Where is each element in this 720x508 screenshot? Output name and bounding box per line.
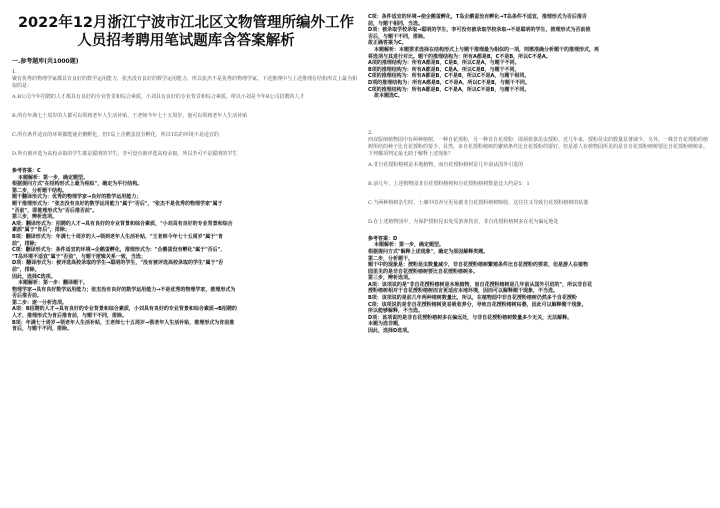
option-b: B.所有年满七十周岁的人都可以领到老年人生活补贴，王老师今年七十五周岁，他可以领到老年人生活补贴	[12, 113, 248, 119]
answer-line: 素质"属于"肯后"，排除；	[12, 227, 70, 234]
answer-line: B项：该项说的是前几年两种榕树数量比，所以，在植物园中非自花授粉榕树仍然多于自花授粉	[368, 295, 577, 302]
answer-explanation	[368, 236, 710, 335]
document-title: 2022年12月浙江宁波市江北区文物管理所编外工作人员招考聘用笔试题库含答案解析	[17, 15, 355, 49]
answer-line: "T岛环境不适宜"属于"否前"，与题干逻辑关系一致，当选；	[12, 253, 146, 260]
right-column	[368, 14, 710, 335]
answer-line: A项的推理结构为：所有A都是B，C是B，所以C是A，与题干不同。	[368, 60, 520, 67]
answer-line: 因此，选择C选项。	[12, 273, 56, 280]
answer-line: D项的推理结构为：所有A都是B，C不是A，所以C不是B，与题干不同。	[368, 79, 530, 86]
question-stem: 聚有优秀的物理学家都具有良好的数学运用能力，张杰没有良好的数学运用能力，所以张杰不是优秀的物理学家。下述推理中与上述推理在结构形式上最为相似的是：	[12, 76, 358, 89]
option-c: C.当两种榕树杂生时，土壤中的养分更易被非自花授粉榕树吸收，这往往又导致自花授粉榕树的枯萎	[368, 199, 589, 206]
section-heading: 一.参考题库(共1000题)	[12, 58, 79, 65]
answer-line: 题干推理形式为："张杰没有良好的数学运用能力"属于"否后"，"张杰不是优秀的物理学家"属于	[12, 200, 223, 207]
answer-line: 将选项与其进行对比。题干的推理结构为：所有A都是B，C不是B，所以C不是A。	[368, 53, 551, 60]
option-d: D.在上述植物园中，为保护授粉昆虫免受游客伤害，非自花授粉榕树多在更为偏远地处	[368, 218, 559, 225]
answer-line: 第三步，辨析选项。	[368, 275, 414, 282]
option-a: A.非自花授粉榕树是本地植物，而自花授粉榕树是几年前从国外引进的	[368, 161, 524, 168]
option-c: C.所有条件适宜的环境都能使企鹅孵化，但T岛上企鹅蛋没有孵化，所以T岛的环境不是适宜的	[12, 132, 219, 138]
question-number: 1.	[12, 69, 17, 75]
answer-line: A项：翻译形式为：招聘的人才→具有良好的专业背景和综合素质，"小刘具有良好的专业背景和综合	[12, 220, 233, 227]
answer-line: 参考答案：C	[12, 168, 41, 174]
answer-line: C项的推理结构为：所有A都是B，C不是B，所以C不是A，与题干相同。	[368, 73, 530, 80]
answer-line: D项：该项说的是非自花授粉榕树多在偏远处，与非自花授粉榕树数量多少无关，无法解释。	[368, 314, 573, 321]
answer-line: 故本题选C。	[374, 93, 403, 100]
answer-line: D项：翻译形式为：被评选高校录取的学生→聪明的学生，"没有被评选高校录取的学生"属于"否	[12, 260, 224, 267]
answer-line: C项：条件适宜的环境→使企鹅蛋孵化，T岛企鹅蛋没有孵化→T岛条件不适宜，推理形式为否后推否	[368, 14, 587, 20]
answer-line: C项：翻译形式为：条件适宜的环境→企鹅蛋孵化，推理形式为："企鹅蛋没有孵化"属于"否后"，	[12, 247, 226, 254]
answer-line: 本题解析：本题要求选择在结构形式上与题干推理最为相似的一项，则需准确分析题干的推理形式，再	[374, 46, 600, 53]
answer-line: 否后推否前。	[12, 293, 43, 300]
answer-line: 本题解析：第一步：翻译题干。	[18, 280, 89, 287]
answer-line: 参考答案：D	[368, 235, 398, 242]
answer-line: 前"，排除；	[12, 240, 40, 247]
answer-line: 题干翻译形式为：优秀的物理学家→良好的数学运用能力；	[12, 194, 142, 201]
answer-line: B项：翻译形式为：年满七十周岁的人→领到老年人生活补贴，"王老师今年七十五周岁"属于"肯	[12, 233, 223, 240]
answer-line: A项：B招聘的人才→具有良好的专业背景和综合素质，小刘具有良好的专业背景和综合素质→B招聘的	[12, 306, 237, 313]
answer-line: 本题解析：第一步，确定题型。	[18, 174, 89, 181]
answer-line: 第三步，辨析选项。	[12, 214, 58, 221]
answer-line: 园里见的是非自花授粉榕树要比自花授粉榕树多。	[368, 268, 479, 275]
option-b: B.前几年，上述植物园非自花授粉榕树和自花授粉榕树数量比大约是5：1	[368, 180, 530, 187]
answer-line: 第二步，分析题干结构。	[12, 187, 68, 194]
answer-line: 授粉榕树相对于自花授粉榕树而言更适应本地环境，因而可以解释题干现象，不当选。	[368, 288, 559, 295]
spacer	[368, 100, 710, 130]
answer-line: 所以能够解释，不当选。	[368, 308, 424, 315]
answer-line: 物理学家→具有良好数学运用能力；张杰没有良好的数学运用能力→不是优秀的物理学家，推理形式为	[12, 286, 236, 293]
answer-line: 第二步：逐一分析选项。	[12, 299, 68, 306]
answer-line: "否前"，即推理形式为"否后推否前"。	[12, 207, 98, 214]
answer-line: C项的推理结构为：所有A都是B，C不是A，所以C不是B，与题干不同。	[368, 86, 530, 93]
answer-line: 因此，选择D选项。	[368, 328, 413, 335]
answer-line: B项的推理结构为：所有A都是B，C是A，所以C是B，与题干不同。	[368, 66, 520, 73]
answer-line: A项：该项说的是"非自花授粉榕树是本地植物，而自花授粉榕树是几年前从国外引进的"，所以非自花	[368, 281, 593, 288]
answer-line: 否后，与题干不同，排除。	[368, 33, 429, 40]
left-column	[12, 14, 360, 333]
answer-line: 根据提问方式"在结构形式上最为相似"，确定为平行结构。	[12, 181, 143, 188]
answer-line: 故正确答案为C。	[368, 40, 407, 47]
answer-line: 前，与题干相同，当选。	[368, 20, 424, 27]
answer-line: 根据提问方式"解释上述现象"，确定为原因解释类题。	[368, 248, 489, 255]
option-a: A.B公司今年招聘的人才都具有良好的专业背景和综合素质，小刘具有良好的专业背景和综合素质，所以小刘是今年B公司招聘的人才	[12, 94, 305, 100]
answer-line: 本题解析：第一步，确定题型。	[374, 242, 445, 249]
question-number: 2.	[368, 129, 373, 136]
answer-line: 肯后，与题干不同，排除。	[12, 326, 73, 333]
question-stem: 西双版纳植物园中有两种榕树，一种自花授粉，另一种非自花授粉，即须依靠昆虫授粉。近几年来，授粉昆虫的数量显著减少。另外，一株非自花授粉的榕树所结的种子比自花授粉的要少。显然，多自花授粉榕树的繁殖条件比自花授粉的要好。但是游人在植物园所见的是非自花授粉榕树要比自花授粉榕树多。下列哪项判定最无助于解释上述现象？	[368, 136, 709, 157]
option-d: D.所有被评选为高校录取的学生都是聪明的学生，李可没有被评选高校录取，所以李可不是聪明的学生	[12, 151, 238, 157]
answer-line: C项：该项说的是非自花授粉榕树更易吸收养分，导致自花授粉榕树枯萎，因此可以解释题干现象，	[368, 301, 587, 308]
answer-line: 本题为选非题，	[368, 321, 404, 328]
answer-line: D项：被录取学校录取→聪明的学生，李可没有被录取学校录取→不是聪明的学生，推理形式为否前推	[368, 27, 591, 34]
answer-explanation	[12, 168, 360, 333]
answer-line: B项：年满七十周岁→领老年人生活补贴，王老师七十五周岁→领老年人生活补贴，推理形式为肯前推	[12, 319, 235, 326]
answer-line: 第二步，分析题干。	[368, 255, 414, 262]
answer-continuation	[368, 14, 710, 100]
answer-line: 前"，排除。	[12, 266, 40, 273]
answer-line: 人才，推理形式为肯后推肯前，与题干不同，排除。	[12, 313, 128, 320]
answer-line: 题干中的现象是：授粉昆虫数量减少，非自花授粉榕树繁殖条件比自花授粉的要差，但是游人在植物	[368, 262, 589, 269]
